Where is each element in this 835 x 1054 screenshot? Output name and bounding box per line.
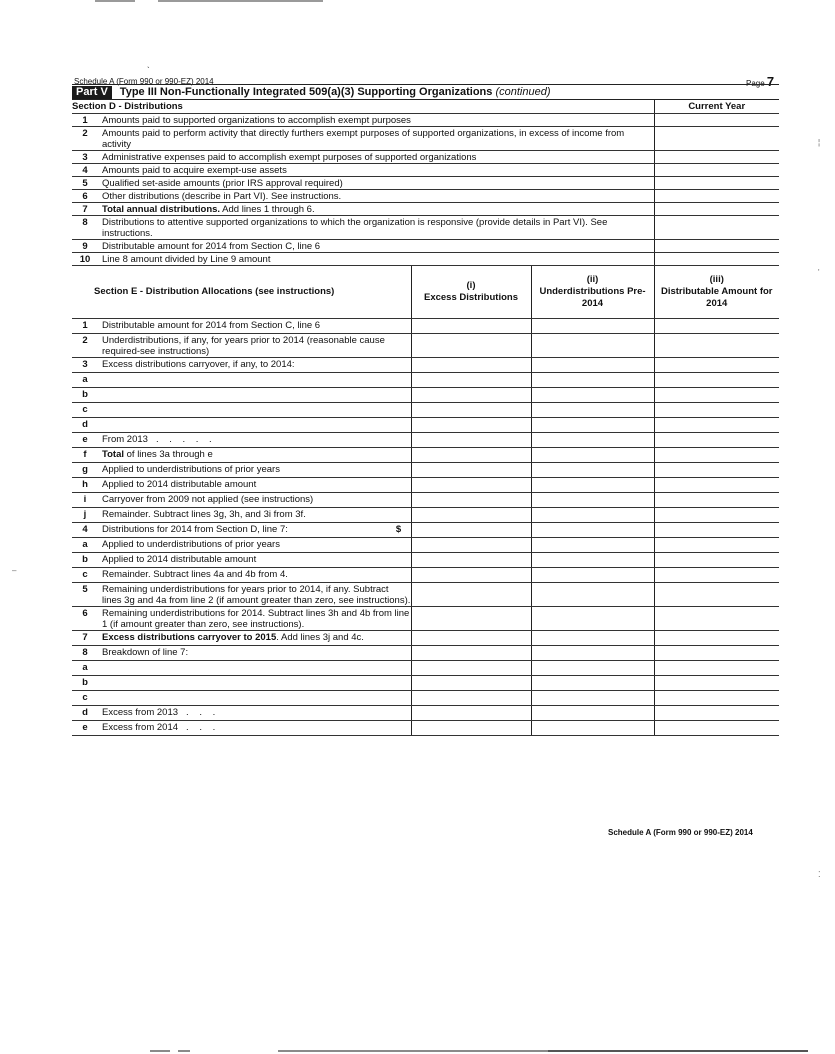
current-year-amount-field[interactable] (654, 114, 779, 127)
line-number: d (72, 706, 98, 721)
underdistributions-pre-2014-field[interactable] (531, 403, 654, 418)
current-year-amount-field[interactable] (654, 190, 779, 203)
page-label: Page (746, 79, 765, 88)
line-text: Amounts paid to perform activity that directly furthers exempt purposes of supported organizations, in excess of income from activity (102, 128, 625, 150)
excess-distributions-field[interactable] (411, 721, 531, 736)
section-e-line (72, 721, 779, 736)
line-description (98, 388, 411, 403)
line-description (98, 691, 411, 706)
underdistributions-pre-2014-field[interactable] (531, 646, 654, 661)
distributable-amount-2014-field[interactable] (654, 691, 779, 706)
section-e-line (72, 448, 779, 463)
line-number: f (72, 448, 98, 463)
line-number: 10 (72, 253, 98, 266)
excess-distributions-field[interactable] (411, 706, 531, 721)
schedule-reference: Schedule A (Form 990 or 990-EZ) 2014 (74, 77, 214, 86)
line-number: 3 (72, 358, 98, 373)
line-number: a (72, 538, 98, 553)
line-number: 6 (72, 607, 98, 631)
scan-edge-mark (278, 1050, 548, 1052)
distributable-amount-2014-field[interactable] (654, 358, 779, 373)
underdistributions-pre-2014-field[interactable] (531, 706, 654, 721)
excess-distributions-field[interactable] (411, 358, 531, 373)
line-description (98, 358, 411, 373)
distributable-amount-2014-field[interactable] (654, 463, 779, 478)
section-e-line (72, 334, 779, 358)
excess-distributions-field[interactable] (411, 607, 531, 631)
section-e-line (72, 388, 779, 403)
excess-distributions-field[interactable] (411, 463, 531, 478)
line-text: Qualified set-aside amounts (prior IRS approval required) (102, 178, 343, 189)
section-e-line (72, 631, 779, 646)
current-year-amount-field[interactable] (654, 127, 779, 151)
section-e-line (72, 706, 779, 721)
distributable-amount-2014-field[interactable] (654, 433, 779, 448)
excess-distributions-field[interactable] (411, 538, 531, 553)
current-year-amount-field[interactable] (654, 253, 779, 266)
section-d-line (72, 216, 779, 240)
underdistributions-pre-2014-field[interactable] (531, 523, 654, 538)
current-year-amount-field[interactable] (654, 151, 779, 164)
section-e-line (72, 538, 779, 553)
line-number: j (72, 508, 98, 523)
line-text: Breakdown of line 7: (102, 647, 189, 658)
section-e-line (72, 646, 779, 661)
underdistributions-pre-2014-field[interactable] (531, 478, 654, 493)
line-number: g (72, 463, 98, 478)
current-year-amount-field[interactable] (654, 164, 779, 177)
dot-leader: . . . (186, 722, 220, 733)
line-description (98, 478, 411, 493)
underdistributions-pre-2014-field[interactable] (531, 373, 654, 388)
line-text: Applied to 2014 distributable amount (102, 479, 257, 490)
line-number: b (72, 676, 98, 691)
column-roman: (i) (466, 280, 476, 291)
section-e-line (72, 691, 779, 706)
column-roman: (iii) (709, 274, 724, 285)
section-e-line (72, 403, 779, 418)
section-d-line (72, 114, 779, 127)
line-text: . Add lines 3j and 4c. (276, 632, 364, 643)
line-description (98, 568, 411, 583)
line-text: From 2013 (102, 434, 148, 445)
excess-distributions-field[interactable] (411, 448, 531, 463)
scan-speck: ` (147, 66, 150, 75)
underdistributions-pre-2014-field[interactable] (531, 493, 654, 508)
line-text: Distributable amount for 2014 from Section C, line 6 (102, 241, 321, 252)
section-e-table (72, 266, 779, 736)
section-d-line (72, 190, 779, 203)
line-description (98, 190, 654, 203)
excess-distributions-field[interactable] (411, 334, 531, 358)
line-description (98, 721, 411, 736)
line-text: Line 8 amount divided by Line 9 amount (102, 254, 271, 265)
footer-schedule-reference: Schedule A (Form 990 or 990-EZ) 2014 (608, 828, 753, 837)
line-text: of lines 3a through e (124, 449, 213, 460)
underdistributions-pre-2014-field[interactable] (531, 568, 654, 583)
section-d-line (72, 151, 779, 164)
current-year-header: Current Year (654, 100, 779, 114)
underdistributions-pre-2014-field[interactable] (531, 631, 654, 646)
line-description (98, 151, 654, 164)
section-d-line (72, 253, 779, 266)
line-number: b (72, 553, 98, 568)
line-bold-text: Total (102, 449, 124, 460)
line-number: 1 (72, 319, 98, 334)
part-title-text: Type III Non-Functionally Integrated 509(a)(3) Supporting Organizations (119, 86, 493, 98)
underdistributions-pre-2014-field[interactable] (531, 661, 654, 676)
line-number: a (72, 661, 98, 676)
distributable-amount-2014-field[interactable] (654, 493, 779, 508)
line-text: Remaining underdistributions for years prior to 2014, if any. Subtract lines 3g and 4a from line 2 (if amount greater than zero, see instructions). (102, 584, 411, 606)
section-d-table (72, 100, 779, 266)
current-year-amount-field[interactable] (654, 203, 779, 216)
section-e-line (72, 418, 779, 433)
column-label: Underdistributions Pre-2014 (539, 286, 646, 309)
underdistributions-pre-2014-field[interactable] (531, 418, 654, 433)
line-description (98, 553, 411, 568)
line-description (98, 583, 411, 607)
section-e-line (72, 523, 779, 538)
line-text: Remainder. Subtract lines 4a and 4b from 4. (102, 569, 288, 580)
line-description (98, 448, 411, 463)
excess-distributions-field[interactable] (411, 661, 531, 676)
column-header-underdistributions (531, 266, 654, 319)
section-e-line (72, 433, 779, 448)
line-text: Distributions to attentive supported organizations to which the organization is responsive (provide details in Part VI). See instructions. (102, 217, 608, 239)
line-number: 5 (72, 177, 98, 190)
line-number: d (72, 418, 98, 433)
excess-distributions-field[interactable] (411, 646, 531, 661)
excess-distributions-field[interactable] (411, 508, 531, 523)
line-description (98, 508, 411, 523)
line-text: Remaining underdistributions for 2014. Subtract lines 3h and 4b from line 1 (if amount greater than zero, see instructions). (102, 608, 410, 630)
section-e-line (72, 358, 779, 373)
line-description (98, 319, 411, 334)
line-text: Excess from 2013 (102, 707, 179, 718)
line-description (98, 240, 654, 253)
excess-distributions-field[interactable] (411, 553, 531, 568)
excess-distributions-field[interactable] (411, 568, 531, 583)
distributable-amount-2014-field[interactable] (654, 523, 779, 538)
line-number: e (72, 433, 98, 448)
section-e-line (72, 607, 779, 631)
distributable-amount-2014-field[interactable] (654, 373, 779, 388)
underdistributions-pre-2014-field[interactable] (531, 448, 654, 463)
section-d-line (72, 164, 779, 177)
distributable-amount-2014-field[interactable] (654, 553, 779, 568)
distributable-amount-2014-field[interactable] (654, 508, 779, 523)
line-text: Excess from 2014 (102, 722, 179, 733)
line-text: Carryover from 2009 not applied (see instructions) (102, 494, 314, 505)
underdistributions-pre-2014-field[interactable] (531, 607, 654, 631)
section-e-line (72, 583, 779, 607)
section-e-line (72, 553, 779, 568)
line-number: i (72, 493, 98, 508)
current-year-amount-field[interactable] (654, 216, 779, 240)
part-continued: (continued) (495, 86, 551, 98)
line-description (98, 373, 411, 388)
scan-edge-mark (150, 1050, 170, 1052)
section-e-line (72, 493, 779, 508)
section-e-line (72, 319, 779, 334)
line-description (98, 216, 654, 240)
underdistributions-pre-2014-field[interactable] (531, 388, 654, 403)
section-e-line (72, 373, 779, 388)
line-description (98, 661, 411, 676)
line-description (98, 334, 411, 358)
dot-leader: . . . . . (155, 434, 216, 445)
line-description (98, 164, 654, 177)
line-number: 8 (72, 646, 98, 661)
distributable-amount-2014-field[interactable] (654, 418, 779, 433)
underdistributions-pre-2014-field[interactable] (531, 721, 654, 736)
excess-distributions-field[interactable] (411, 373, 531, 388)
line-number: 7 (72, 203, 98, 216)
distributable-amount-2014-field[interactable] (654, 646, 779, 661)
excess-distributions-field[interactable] (411, 403, 531, 418)
line-text: Distributable amount for 2014 from Section C, line 6 (102, 320, 321, 331)
current-year-amount-field[interactable] (654, 240, 779, 253)
line-description (98, 177, 654, 190)
scan-speck: – (12, 566, 17, 575)
underdistributions-pre-2014-field[interactable] (531, 463, 654, 478)
excess-distributions-field[interactable] (411, 493, 531, 508)
underdistributions-pre-2014-field[interactable] (531, 691, 654, 706)
distributable-amount-2014-field[interactable] (654, 661, 779, 676)
line-number: 6 (72, 190, 98, 203)
line-description (98, 631, 411, 646)
line-bold-text: Excess distributions carryover to 2015 (102, 632, 277, 643)
line-description (98, 127, 654, 151)
line-description (98, 493, 411, 508)
excess-distributions-field[interactable] (411, 319, 531, 334)
underdistributions-pre-2014-field[interactable] (531, 553, 654, 568)
excess-distributions-field[interactable] (411, 691, 531, 706)
underdistributions-pre-2014-field[interactable] (531, 433, 654, 448)
section-d-title: Section D - Distributions (72, 100, 654, 114)
part-label: Part V (72, 86, 112, 99)
underdistributions-pre-2014-field[interactable] (531, 538, 654, 553)
line-number: 2 (72, 127, 98, 151)
line-text: Applied to underdistributions of prior years (102, 539, 280, 550)
distributable-amount-2014-field[interactable] (654, 631, 779, 646)
line-text: Distributions for 2014 from Section D, line 7: (102, 524, 288, 535)
underdistributions-pre-2014-field[interactable] (531, 334, 654, 358)
distributable-amount-2014-field[interactable] (654, 607, 779, 631)
line-description (98, 463, 411, 478)
line-number: b (72, 388, 98, 403)
line-text: Administrative expenses paid to accomplish exempt purposes of supported organizations (102, 152, 477, 163)
distributable-amount-2014-field[interactable] (654, 448, 779, 463)
scan-edge-mark (158, 0, 323, 2)
underdistributions-pre-2014-field[interactable] (531, 676, 654, 691)
part-title (120, 86, 551, 98)
scan-edge-mark (95, 0, 135, 2)
distributable-amount-2014-field[interactable] (654, 478, 779, 493)
scan-speck: ⁚ (818, 870, 821, 879)
section-e-title: Section E - Distribution Allocations (see instructions) (72, 266, 411, 319)
underdistributions-pre-2014-field[interactable] (531, 583, 654, 607)
line-text: Excess distributions carryover, if any, to 2014: (102, 359, 295, 370)
distributable-amount-2014-field[interactable] (654, 721, 779, 736)
line-bold-text: Total annual distributions. (102, 204, 221, 215)
column-header-excess-distributions (411, 266, 531, 319)
line-number: 5 (72, 583, 98, 607)
line-text: Underdistributions, if any, for years prior to 2014 (reasonable cause required-see instructions) (102, 335, 385, 357)
distributable-amount-2014-field[interactable] (654, 583, 779, 607)
column-label: Distributable Amount for 2014 (660, 286, 773, 309)
line-number: c (72, 691, 98, 706)
line-description (98, 114, 654, 127)
line-description (98, 607, 411, 631)
line-text: Applied to 2014 distributable amount (102, 554, 257, 565)
line-description (98, 418, 411, 433)
underdistributions-pre-2014-field[interactable] (531, 508, 654, 523)
distributable-amount-2014-field[interactable] (654, 706, 779, 721)
line-number: 2 (72, 334, 98, 358)
line-number: c (72, 403, 98, 418)
section-e-line (72, 568, 779, 583)
line-description (98, 433, 411, 448)
line-number: 1 (72, 114, 98, 127)
line-number: 8 (72, 216, 98, 240)
scan-edge-mark (548, 1050, 808, 1052)
line-number: 9 (72, 240, 98, 253)
page-number: 7 (766, 74, 775, 89)
section-d-line (72, 240, 779, 253)
distributable-amount-2014-field[interactable] (654, 319, 779, 334)
column-header-distributable-amount (654, 266, 779, 319)
scan-speck: ' (818, 268, 820, 277)
line-text: Add lines 1 through 6. (220, 204, 315, 215)
line-description (98, 646, 411, 661)
line-description (98, 676, 411, 691)
line-number: 3 (72, 151, 98, 164)
line-text: Remainder. Subtract lines 3g, 3h, and 3i from 3f. (102, 509, 306, 520)
line-description (98, 403, 411, 418)
line-text: Other distributions (describe in Part VI). See instructions. (102, 191, 342, 202)
excess-distributions-field[interactable] (411, 583, 531, 607)
excess-distributions-field[interactable] (411, 631, 531, 646)
distributable-amount-2014-field[interactable] (654, 388, 779, 403)
section-e-line (72, 661, 779, 676)
column-label: Excess Distributions (424, 292, 518, 303)
line-description (98, 538, 411, 553)
distributable-amount-2014-field[interactable] (654, 334, 779, 358)
line-number: 7 (72, 631, 98, 646)
line-description (98, 523, 411, 538)
dot-leader: . . . (186, 707, 220, 718)
line-number: c (72, 568, 98, 583)
excess-distributions-field[interactable] (411, 523, 531, 538)
line-number: e (72, 721, 98, 736)
column-roman: (ii) (586, 274, 599, 285)
schedule-a-form (72, 84, 779, 736)
distributable-amount-2014-field[interactable] (654, 676, 779, 691)
underdistributions-pre-2014-field[interactable] (531, 358, 654, 373)
line-number: 4 (72, 523, 98, 538)
underdistributions-pre-2014-field[interactable] (531, 319, 654, 334)
excess-distributions-field[interactable] (411, 418, 531, 433)
section-d-line (72, 203, 779, 216)
line-text: Amounts paid to supported organizations to accomplish exempt purposes (102, 115, 411, 126)
section-e-line (72, 463, 779, 478)
distributable-amount-2014-field[interactable] (654, 568, 779, 583)
section-d-line (72, 127, 779, 151)
excess-distributions-field[interactable] (411, 388, 531, 403)
line-number: 4 (72, 164, 98, 177)
part-header (72, 84, 779, 100)
line-text: Amounts paid to acquire exempt-use assets (102, 165, 287, 176)
line-description (98, 203, 654, 216)
line-description (98, 253, 654, 266)
line-number: h (72, 478, 98, 493)
distributable-amount-2014-field[interactable] (654, 403, 779, 418)
excess-distributions-field[interactable] (411, 433, 531, 448)
line-text: Applied to underdistributions of prior years (102, 464, 280, 475)
distributable-amount-2014-field[interactable] (654, 538, 779, 553)
section-e-line (72, 508, 779, 523)
dollar-sign: $ (395, 524, 402, 535)
current-year-amount-field[interactable] (654, 177, 779, 190)
excess-distributions-field[interactable] (411, 676, 531, 691)
line-description (98, 706, 411, 721)
section-d-line (72, 177, 779, 190)
line-number: a (72, 373, 98, 388)
scan-speck: ¦ (818, 138, 821, 147)
section-e-line (72, 478, 779, 493)
excess-distributions-field[interactable] (411, 478, 531, 493)
scan-edge-mark (178, 1050, 190, 1052)
section-e-line (72, 676, 779, 691)
